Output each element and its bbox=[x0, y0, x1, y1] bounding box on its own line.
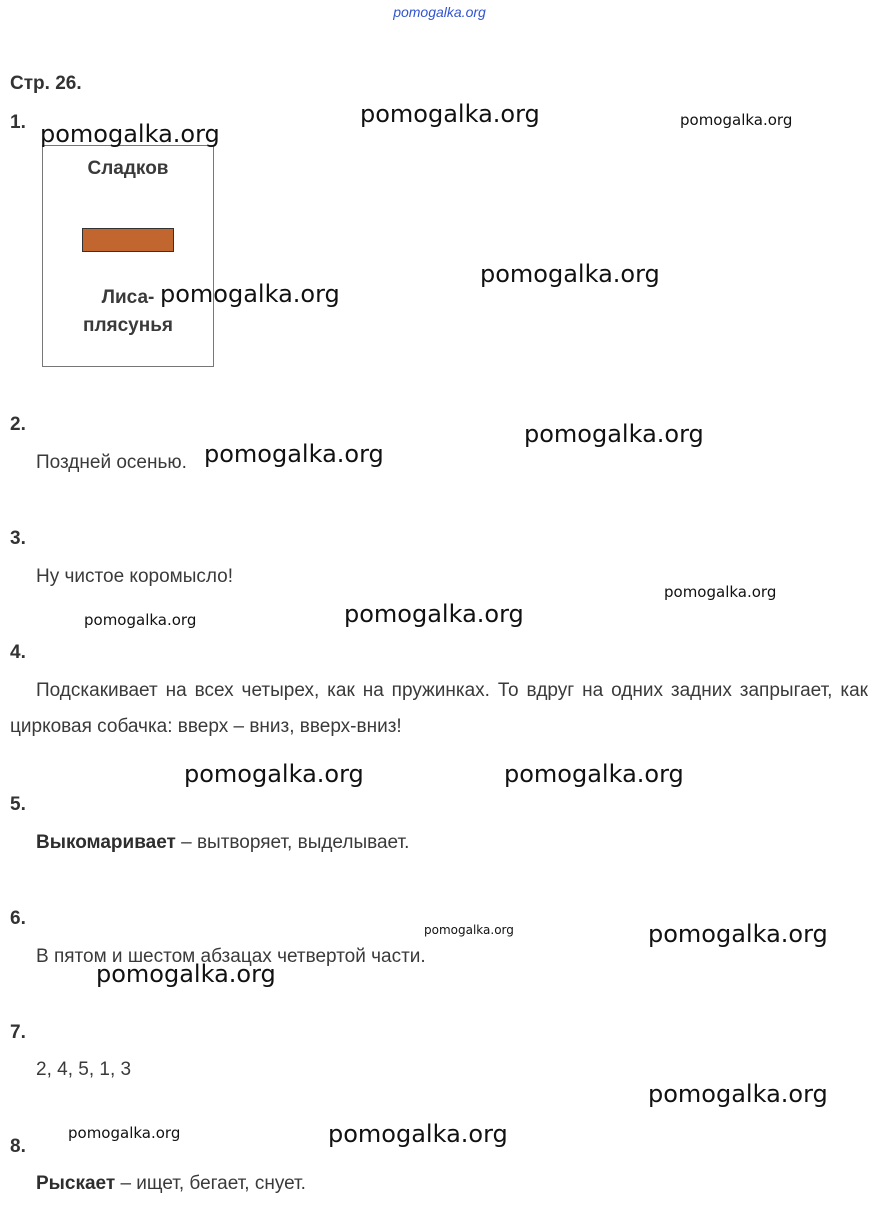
answer-5-definition: – вытворяет, выделывает. bbox=[175, 832, 410, 853]
cover-title-line2: плясунья bbox=[82, 315, 173, 336]
watermark: pomogalka.org bbox=[184, 760, 364, 788]
cover-bar bbox=[82, 228, 174, 252]
answer-5-term: Выкомаривает bbox=[36, 832, 176, 853]
watermark: pomogalka.org bbox=[40, 120, 220, 148]
answer-8-definition: – ищет, бегает, снует. bbox=[115, 1173, 306, 1194]
cover-author: Сладков bbox=[87, 158, 169, 179]
watermark: pomogalka.org bbox=[68, 1124, 181, 1142]
answer-8-term: Рыскает bbox=[36, 1173, 116, 1194]
answer-4-number: 4. bbox=[10, 642, 26, 663]
answer-8-number: 8. bbox=[10, 1136, 26, 1157]
watermark: pomogalka.org bbox=[204, 440, 384, 468]
watermark: pomogalka.org bbox=[648, 920, 828, 948]
watermark: pomogalka.org bbox=[96, 960, 276, 988]
watermark: pomogalka.org bbox=[648, 1080, 828, 1108]
watermark: pomogalka.org bbox=[84, 611, 197, 629]
watermark: pomogalka.org bbox=[524, 420, 704, 448]
book-cover bbox=[42, 145, 214, 367]
watermark: pomogalka.org bbox=[480, 260, 660, 288]
answer-3-text: Ну чистое коромысло! bbox=[36, 566, 234, 587]
watermark: pomogalka.org bbox=[160, 280, 340, 308]
answer-3-number: 3. bbox=[10, 528, 26, 549]
answer-5-text bbox=[36, 832, 409, 854]
answer-6-number: 6. bbox=[10, 908, 26, 929]
answer-8-text bbox=[36, 1173, 306, 1195]
answer-6-text: В пятом и шестом абзацах четвертой части. bbox=[36, 946, 426, 967]
page-label: Стр. 26. bbox=[10, 73, 82, 94]
answer-2-text: Поздней осенью. bbox=[36, 452, 187, 473]
cover-title-line1: Лиса- bbox=[101, 287, 155, 308]
watermark: pomogalka.org bbox=[360, 100, 540, 128]
answer-7-text: 2, 4, 5, 1, 3 bbox=[36, 1059, 132, 1080]
answer-2-number: 2. bbox=[10, 414, 26, 435]
answer-1-number: 1. bbox=[10, 112, 26, 133]
answer-7-number: 7. bbox=[10, 1022, 26, 1043]
watermark: pomogalka.org bbox=[424, 923, 514, 937]
answer-5-number: 5. bbox=[10, 794, 26, 815]
watermark: pomogalka.org bbox=[504, 760, 684, 788]
watermark: pomogalka.org bbox=[328, 1120, 508, 1148]
header-watermark: pomogalka.org bbox=[393, 4, 486, 20]
watermark: pomogalka.org bbox=[680, 111, 793, 129]
watermark: pomogalka.org bbox=[664, 583, 777, 601]
answer-4-text: Подскакивает на всех четырех, как на пружинках. То вдруг на одних задних запрыгает, как цирковая собачка: вверх – вниз, вверх-вниз! bbox=[10, 680, 868, 737]
watermark: pomogalka.org bbox=[344, 600, 524, 628]
